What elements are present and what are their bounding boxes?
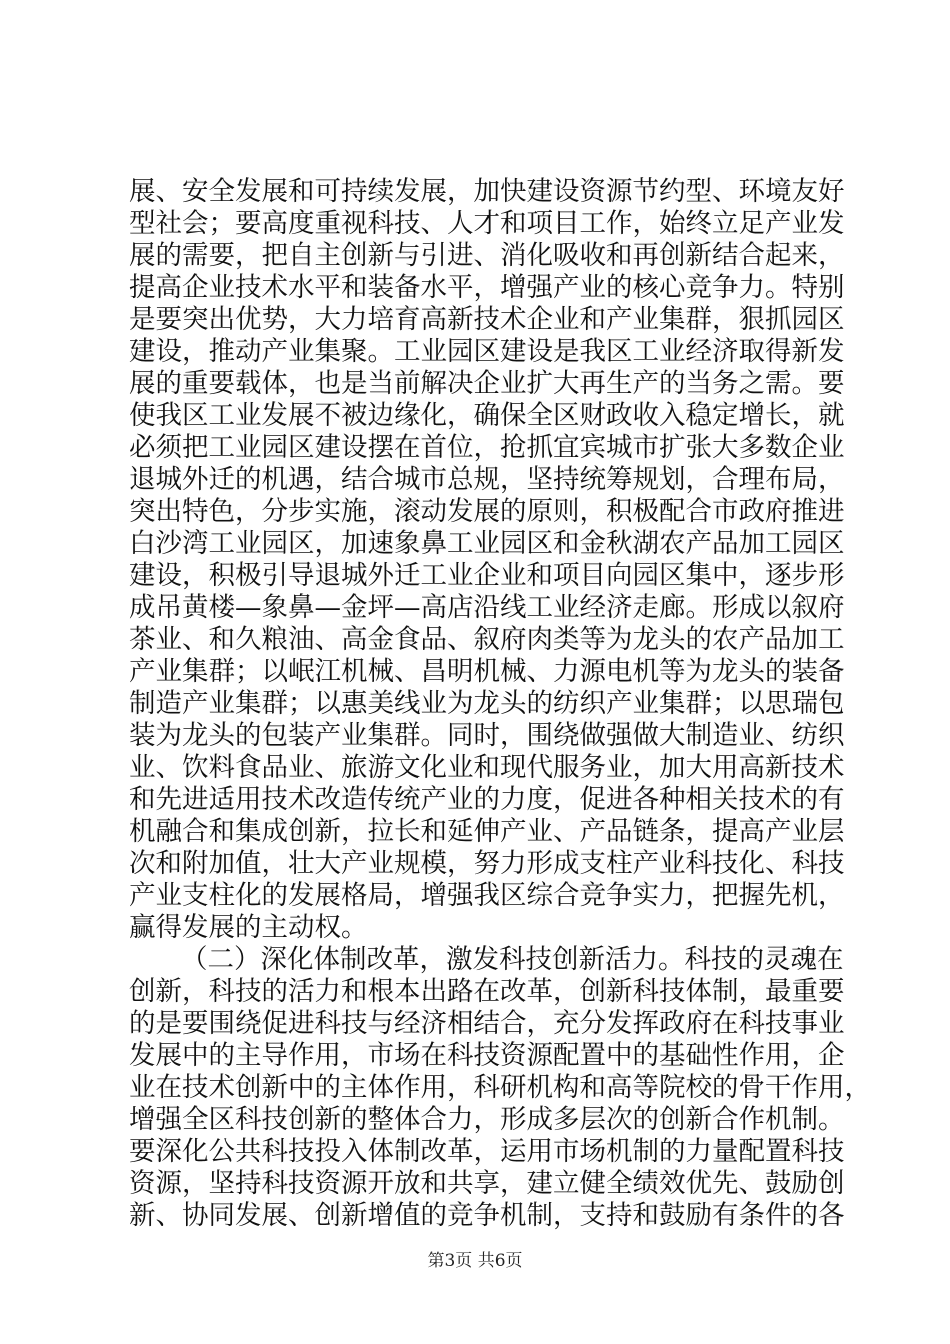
text-line: 产业支柱化的发展格局，增强我区综合竞争实力，把握先机， — [129, 880, 845, 911]
text-line: 和先进适用技术改造传统产业的力度，促进各种相关技术的有 — [129, 784, 845, 815]
text-line: 增强全区科技创新的整体合力，形成多层次的创新合作机制。 — [129, 1104, 845, 1135]
text-line: 退城外迁的机遇，结合城市总规，坚持统筹规划，合理布局， — [129, 464, 845, 495]
text-line: 使我区工业发展不被边缘化，确保全区财政收入稳定增长，就 — [129, 400, 845, 431]
text-line: 创新，科技的活力和根本出路在改革，创新科技体制，最重要 — [129, 976, 845, 1007]
text-line: 装为龙头的包装产业集群。同时，围绕做强做大制造业、纺织 — [129, 720, 845, 751]
text-line: 展、安全发展和可持续发展，加快建设资源节约型、环境友好 — [129, 176, 845, 207]
text-line: 产业集群；以岷江机械、昌明机械、力源电机等为龙头的装备 — [129, 656, 845, 687]
text-line: 茶业、和久粮油、高金食品、叙府肉类等为龙头的农产品加工 — [129, 624, 845, 655]
text-line: 必须把工业园区建设摆在首位，抢抓宜宾城市扩张大多数企业 — [129, 432, 845, 463]
text-line: 次和附加值，壮大产业规模，努力形成支柱产业科技化、科技 — [129, 848, 845, 879]
text-line: 资源，坚持科技资源开放和共享，建立健全绩效优先、鼓励创 — [129, 1168, 845, 1199]
text-line: 的是要围绕促进科技与经济相结合，充分发挥政府在科技事业 — [129, 1008, 845, 1039]
text-line: 业在技术创新中的主体作用，科研机构和高等院校的骨干作用， — [129, 1072, 871, 1103]
text-line: 展的需要，把自主创新与引进、消化吸收和再创新结合起来， — [129, 240, 845, 271]
section-heading-line: （二）深化体制改革，激发科技创新活力。科技的灵魂在 — [181, 944, 844, 975]
text-line: 赢得发展的主动权。 — [129, 912, 368, 943]
text-line: 要深化公共科技投入体制改革，运用市场机制的力量配置科技 — [129, 1136, 845, 1167]
text-line: 提高企业技术水平和装备水平，增强产业的核心竞争力。特别 — [129, 272, 845, 303]
text-line: 机融合和集成创新，拉长和延伸产业、产品链条，提高产业层 — [129, 816, 845, 847]
text-line: 制造产业集群；以惠美线业为龙头的纺织产业集群；以思瑞包 — [129, 688, 845, 719]
page-number-footer: 第3页 共6页 — [427, 1251, 523, 1271]
text-line: 突出特色，分步实施，滚动发展的原则，积极配合市政府推进 — [129, 496, 845, 527]
text-line: 是要突出优势，大力培育高新技术企业和产业集群，狠抓园区 — [129, 304, 845, 335]
text-line: 白沙湾工业园区，加速象鼻工业园区和金秋湖农产品加工园区 — [129, 528, 845, 559]
text-line: 新、协同发展、创新增值的竞争机制，支持和鼓励有条件的各 — [129, 1200, 845, 1231]
text-line: 展的重要载体，也是当前解决企业扩大再生产的当务之需。要 — [129, 368, 845, 399]
body-text — [129, 176, 871, 1232]
text-line: 业、饮料食品业、旅游文化业和现代服务业，加大用高新技术 — [129, 752, 845, 783]
text-line: 建设，推动产业集聚。工业园区建设是我区工业经济取得新发 — [129, 336, 845, 367]
text-line: 成吊黄楼—象鼻—金坪—高店沿线工业经济走廊。形成以叙府 — [129, 592, 845, 623]
text-line: 建设，积极引导退城外迁工业企业和项目向园区集中，逐步形 — [129, 560, 845, 591]
text-line: 型社会；要高度重视科技、人才和项目工作，始终立足产业发 — [129, 208, 845, 239]
text-line: 发展中的主导作用，市场在科技资源配置中的基础性作用，企 — [129, 1040, 845, 1071]
